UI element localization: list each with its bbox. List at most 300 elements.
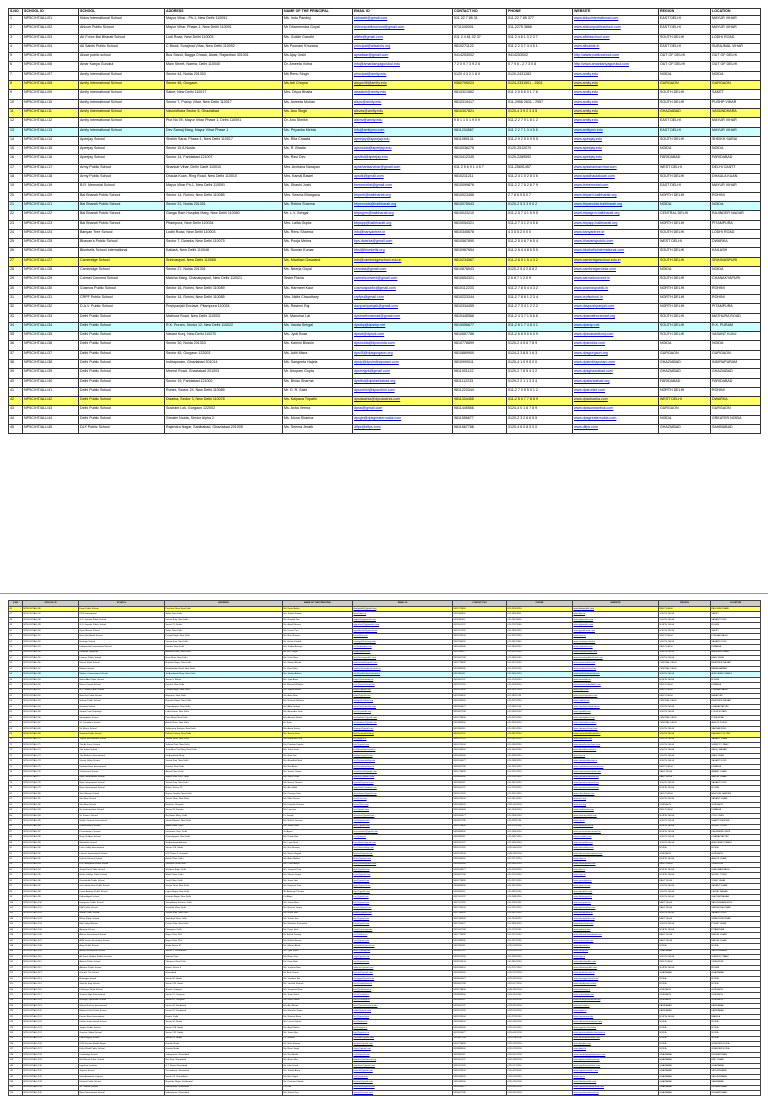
email-link[interactable]: saj@jaipuria.in: [353, 1074, 453, 1079]
table-row[interactable]: [9, 267, 761, 276]
table-row[interactable]: [9, 332, 761, 341]
website-link[interactable]: www.afgji.in: [573, 955, 659, 960]
email-link[interactable]: mris@manavrachna.edu: [353, 1003, 453, 1008]
website-link[interactable]: www.gdgoenka.com: [573, 623, 659, 628]
website-link[interactable]: www.ryaninternational.org: [573, 786, 659, 791]
website-link[interactable]: www.greenfields.in: [573, 878, 659, 883]
website-link[interactable]: www.apsdhaulakuan.com: [573, 174, 659, 183]
email-link[interactable]: tsrsm@tsrs.org: [353, 802, 453, 807]
table-row[interactable]: [9, 229, 761, 238]
website-link[interactable]: www.hcps.in: [573, 873, 659, 878]
email-link[interactable]: kris@gmail.com: [353, 1014, 453, 1019]
table-row[interactable]: [9, 34, 761, 43]
email-link[interactable]: khms@gmail.com: [353, 857, 453, 862]
website-link[interactable]: www.mirambika.org: [573, 840, 659, 845]
website-link[interactable]: www.bloompublic.in: [573, 911, 659, 916]
email-link[interactable]: ryanvk@ryanint.com: [353, 781, 453, 786]
email-link[interactable]: bbpsnoida@balbharati.org: [353, 201, 453, 210]
website-link[interactable]: www.jkps.in: [573, 868, 659, 873]
email-link[interactable]: bloom@gmail.com: [353, 911, 453, 916]
website-link[interactable]: www.salwan.org: [573, 699, 659, 704]
email-link[interactable]: aps@gmail.com: [353, 960, 453, 965]
email-link[interactable]: mcs@mountcarmel.in: [353, 683, 453, 688]
website-link[interactable]: www.presentationconvent.in: [573, 829, 659, 834]
website-link[interactable]: www.gyanbharati.com: [573, 628, 659, 633]
website-link[interactable]: www.dwps.in: [573, 1047, 659, 1052]
website-link[interactable]: www.amity.edu: [573, 949, 659, 954]
table-row[interactable]: [9, 43, 761, 52]
table-row[interactable]: [9, 53, 761, 62]
table-row[interactable]: [9, 257, 761, 266]
col-header[interactable]: WEBSITE: [573, 601, 659, 607]
email-link[interactable]: hxls@heritage.in: [353, 998, 453, 1003]
website-link[interactable]: www.abhinavpublic.com: [573, 965, 659, 970]
email-link[interactable]: dpsgbn@gmail.com: [353, 1042, 453, 1047]
email-link[interactable]: hcps@gmail.com: [353, 873, 453, 878]
website-link[interactable]: www.amitymv.edu: [573, 127, 659, 136]
email-link[interactable]: sanskriti@sanskriti.edu: [353, 704, 453, 709]
website-link[interactable]: www.heritageschool.in: [573, 639, 659, 644]
website-link[interactable]: www.davsreshtha.com: [573, 906, 659, 911]
website-link[interactable]: www.tmis.in: [573, 753, 659, 758]
website-link[interactable]: www.fatheragnel.in: [573, 895, 659, 900]
email-link[interactable]: bbpsgrm@balbharati.org: [353, 211, 453, 220]
website-link[interactable]: www.bbpspp.balbharati.org: [573, 220, 659, 229]
email-link[interactable]: stthomas@gmail.com: [353, 1085, 453, 1090]
col-header[interactable]: REGION: [659, 601, 711, 607]
email-link[interactable]: bbsi@bluebells.org: [353, 248, 453, 257]
website-link[interactable]: www.stcolumbas.edu.in: [573, 721, 659, 726]
email-link[interactable]: brmemorial@gmail.com: [353, 183, 453, 192]
website-link[interactable]: www.carmelconvent.in: [573, 276, 659, 285]
email-link[interactable]: crpfps@gmail.com: [353, 294, 453, 303]
website-link[interactable]: www.banyantree.in: [573, 229, 659, 238]
email-link[interactable]: apeejay@apeejay.edu: [353, 136, 453, 145]
table-row[interactable]: [9, 118, 761, 127]
website-link[interactable]: www.cambridgeschool.edu.in: [573, 257, 659, 266]
email-link[interactable]: ryanmv@ryanint.com: [353, 775, 453, 780]
website-link[interactable]: www.amity.edu: [573, 81, 659, 90]
email-link[interactable]: gdgvk@gdgoenka.com: [353, 617, 453, 622]
website-link[interactable]: www.apeejay.edu: [573, 927, 659, 932]
website-link[interactable]: www.dpsdwarka.com: [573, 397, 659, 406]
col-header[interactable]: LOCATION: [711, 601, 761, 607]
email-link[interactable]: presentation@gmail.com: [353, 829, 453, 834]
email-link[interactable]: dpsvk@dpsvk.com: [353, 332, 453, 341]
email-link[interactable]: dpsdwarka@dpsdwarka.com: [353, 397, 453, 406]
table-row[interactable]: [9, 127, 761, 136]
website-link[interactable]: www.krmangalam.com: [573, 862, 659, 867]
email-link[interactable]: apsshankarvihar@gmail.com: [353, 164, 453, 173]
website-link[interactable]: www.gdgoenka.com: [573, 617, 659, 622]
email-link[interactable]: aismv@amity.edu: [353, 118, 453, 127]
website-link[interactable]: www.dpsgreaternoida.com: [573, 415, 659, 424]
website-link[interactable]: www.ahlconpublicschool.com: [573, 25, 659, 34]
website-link[interactable]: www.stxaviersdelhi.com: [573, 813, 659, 818]
website-link[interactable]: www.summerfieldsschool.in: [573, 732, 659, 737]
email-link[interactable]: bps.dwarka@gmail.com: [353, 239, 453, 248]
website-link[interactable]: http://www.amarkanyagurukul.com: [573, 62, 659, 71]
email-link[interactable]: springdales@gmail.com: [353, 715, 453, 720]
email-link[interactable]: tsrs@tsrs.org: [353, 797, 453, 802]
email-link[interactable]: svis@gmail.com: [353, 819, 453, 824]
col-header[interactable]: EMAIL ID: [353, 9, 453, 16]
table-row[interactable]: [9, 304, 761, 313]
email-link[interactable]: doonpublic@gmail.com: [353, 607, 453, 612]
email-link[interactable]: principal@allsaints.org: [353, 43, 453, 52]
table-row[interactable]: [9, 155, 761, 164]
table-row[interactable]: [9, 90, 761, 99]
website-link[interactable]: www.bbpsrh.balbharati.org: [573, 192, 659, 201]
email-link[interactable]: aisvas@amity.edu: [353, 108, 453, 117]
table-row[interactable]: [9, 136, 761, 145]
website-link[interactable]: www.gurukulschool.in: [573, 971, 659, 976]
table-row[interactable]: [9, 294, 761, 303]
email-link[interactable]: krm@krmangalam.com: [353, 862, 453, 867]
website-link[interactable]: www.kidosinternational.com: [573, 16, 659, 25]
website-link[interactable]: www.dpsnoida.com: [573, 341, 659, 350]
table-row[interactable]: [9, 99, 761, 108]
website-link[interactable]: www.asnschool.com: [573, 938, 659, 943]
email-link[interactable]: aispv@amity.edu: [353, 99, 453, 108]
website-link[interactable]: www.bhavanspublic.com: [573, 239, 659, 248]
email-link[interactable]: qms@gmail.com: [353, 824, 453, 829]
email-link[interactable]: apsfbd@apeejay.edu: [353, 155, 453, 164]
website-link[interactable]: http://alwarpublicschool.com: [573, 53, 659, 62]
table-row[interactable]: [9, 276, 761, 285]
email-link[interactable]: jps@jaypee.in: [353, 1025, 453, 1030]
website-link[interactable]: www.davpushpanjali.com: [573, 304, 659, 313]
website-link[interactable]: www.dpssushantlok.com: [573, 406, 659, 415]
website-link[interactable]: www.bhartipublic.com: [573, 916, 659, 921]
website-link[interactable]: www.pathways.in: [573, 987, 659, 992]
email-link[interactable]: ais@ahlcon.in: [353, 933, 453, 938]
email-link[interactable]: mdps@gmail.com: [353, 1009, 453, 1014]
website-link[interactable]: www.ryaninternational.org: [573, 775, 659, 780]
website-link[interactable]: www.dpsi.in: [573, 612, 659, 617]
website-link[interactable]: www.khms.in: [573, 857, 659, 862]
table-row[interactable]: [9, 387, 761, 396]
website-link[interactable]: www.motherinternational.in: [573, 672, 659, 677]
email-link[interactable]: ryanip@ryanint.com: [353, 1090, 453, 1095]
email-link[interactable]: lancers@gmail.com: [353, 851, 453, 856]
table-row[interactable]: [9, 1090, 761, 1095]
email-link[interactable]: dpsmathuraroad@gmail.com: [353, 313, 453, 322]
email-link[interactable]: mis@motherinternational.in: [353, 672, 453, 677]
email-link[interactable]: ncjps@gmail.com: [353, 688, 453, 693]
email-link[interactable]: kvag@gmail.com: [353, 650, 453, 655]
email-link[interactable]: carmelconvent@gmail.com: [353, 276, 453, 285]
website-link[interactable]: www.tsrs.org: [573, 797, 659, 802]
col-header[interactable]: WEBSITE: [573, 9, 659, 16]
col-header[interactable]: CONTACT NO: [453, 9, 507, 16]
website-link[interactable]: www.spvdelhi.org: [573, 710, 659, 715]
website-link[interactable]: www.kothariinternational.com: [573, 1020, 659, 1025]
email-link[interactable]: modern@modernschool.net: [353, 666, 453, 671]
table-row[interactable]: [9, 313, 761, 322]
email-link[interactable]: eps@gmail.com: [353, 900, 453, 905]
email-link[interactable]: fasnoida@gmail.com: [353, 1036, 453, 1041]
email-link[interactable]: davpushpanjali@gmail.com: [353, 304, 453, 313]
email-link[interactable]: dpsip@dpsindirapuram.com: [353, 359, 453, 368]
table-row[interactable]: [9, 62, 761, 71]
col-header[interactable]: EMAIL ID: [353, 601, 453, 607]
table-row[interactable]: [9, 146, 761, 155]
table-row[interactable]: [9, 16, 761, 25]
website-link[interactable]: www.svis.in: [573, 819, 659, 824]
website-link[interactable]: www.amity.edu: [573, 71, 659, 80]
website-link[interactable]: www.dpsgbn.com: [573, 1042, 659, 1047]
email-link[interactable]: spv@spvdelhi.org: [353, 710, 453, 715]
email-link[interactable]: csnoida@gmail.com: [353, 267, 453, 276]
email-link[interactable]: kis@kothari.in: [353, 1020, 453, 1025]
table-row[interactable]: [9, 350, 761, 359]
website-link[interactable]: www.hrms.in: [573, 634, 659, 639]
email-link[interactable]: info@amarkanyagurukul.edu: [353, 62, 453, 71]
email-link[interactable]: heritage@heritage.edu: [353, 639, 453, 644]
email-link[interactable]: stcolumbas@gmail.com: [353, 721, 453, 726]
email-link[interactable]: dpsrkp@dpsrkp.net: [353, 322, 453, 331]
table-row[interactable]: [9, 341, 761, 350]
email-link[interactable]: bbpspp@balbharati.org: [353, 220, 453, 229]
website-link[interactable]: www.mountabu.in: [573, 677, 659, 682]
col-header[interactable]: NAME OF THE PRINCIPAL: [283, 9, 353, 16]
website-link[interactable]: www.sanskritischool.edu.in: [573, 704, 659, 709]
website-link[interactable]: www.springdales.com: [573, 715, 659, 720]
col-header[interactable]: SCHOOL: [79, 601, 165, 607]
email-link[interactable]: dpsgn@dpsgreaternoida.com: [353, 415, 453, 424]
email-link[interactable]: neps@gmail.com: [353, 694, 453, 699]
email-link[interactable]: apsnoida@apeejay.edu: [353, 146, 453, 155]
email-link[interactable]: vivekanand@gmail.com: [353, 770, 453, 775]
website-link[interactable]: www.khaitanpublic.com: [573, 1080, 659, 1085]
website-link[interactable]: www.amity.edu: [573, 118, 659, 127]
email-link[interactable]: khaitan@gmail.com: [353, 1080, 453, 1085]
table-row[interactable]: [9, 211, 761, 220]
email-link[interactable]: dlfps@dlfps.com: [353, 425, 453, 434]
website-link[interactable]: www.vasantvalley.edu.in: [573, 759, 659, 764]
website-link[interactable]: www.fapsdelhi.com: [573, 889, 659, 894]
website-link[interactable]: www.cambridgeindirapuram.com: [573, 1052, 659, 1057]
email-link[interactable]: gdgrohini@gdgoenka.com: [353, 623, 453, 628]
website-link[interactable]: www.allsaints.in: [573, 43, 659, 52]
email-link[interactable]: tis@theindianschool.in: [353, 748, 453, 753]
website-link[interactable]: www.laxmanpublicschool.com: [573, 655, 659, 660]
email-link[interactable]: dpsfbd@dpsfaridabad.org: [353, 378, 453, 387]
col-header[interactable]: NAME OF THE PRINCIPAL: [283, 601, 353, 607]
email-link[interactable]: lps@laxmanpublic.com: [353, 655, 453, 660]
email-link[interactable]: dpsi@dpsi.in: [353, 612, 453, 617]
col-header[interactable]: S.NO: [9, 9, 23, 16]
email-link[interactable]: mother@gmail.com: [353, 753, 453, 758]
website-link[interactable]: www.svsdwarka.com: [573, 808, 659, 813]
table-row[interactable]: [9, 397, 761, 406]
table-row[interactable]: [9, 285, 761, 294]
email-link[interactable]: shis@scottish.in: [353, 993, 453, 998]
website-link[interactable]: www.dpsindirapuram.com: [573, 359, 659, 368]
table-row[interactable]: [9, 406, 761, 415]
email-link[interactable]: sbs@stepbystep.in: [353, 982, 453, 987]
email-link[interactable]: tis@tagore.in: [353, 737, 453, 742]
table-row[interactable]: [9, 81, 761, 90]
email-link[interactable]: gyanbharati@gmail.com: [353, 628, 453, 633]
email-link[interactable]: kidosdel@gmail.com: [353, 16, 453, 25]
website-link[interactable]: www.queenmarys.in: [573, 824, 659, 829]
website-link[interactable]: www.ahlconinternational.com: [573, 933, 659, 938]
website-link[interactable]: www.mris.edu.in: [573, 1003, 659, 1008]
website-link[interactable]: www.venkateshwarschool.com: [573, 764, 659, 769]
table-row[interactable]: [9, 201, 761, 210]
email-link[interactable]: bbpsbv@balbharati.org: [353, 1058, 453, 1063]
website-link[interactable]: www.cosmospublic.in: [573, 285, 659, 294]
website-link[interactable]: www.mountcarmeldelhi.com: [573, 683, 659, 688]
website-link[interactable]: www.vivekanandschool.com: [573, 770, 659, 775]
website-link[interactable]: www.modernschool.net: [573, 666, 659, 671]
website-link[interactable]: www.fatheragnelnoida.com: [573, 1036, 659, 1041]
email-link[interactable]: jkps@gmail.com: [353, 868, 453, 873]
table-row[interactable]: [9, 248, 761, 257]
website-link[interactable]: www.dpsghaziabad.com: [573, 369, 659, 378]
website-link[interactable]: www.dpsvasantkunj.com: [573, 332, 659, 341]
website-link[interactable]: www.ghpsvv.com: [573, 884, 659, 889]
website-link[interactable]: www.evergreen.in: [573, 900, 659, 905]
email-link[interactable]: sfs@summerfields.in: [353, 732, 453, 737]
email-link[interactable]: salwan@salwan.org: [353, 699, 453, 704]
email-link[interactable]: iis@iisdwarka.com: [353, 645, 453, 650]
col-header[interactable]: SCHOOL ID: [23, 9, 79, 16]
email-link[interactable]: hrms@hrms.in: [353, 634, 453, 639]
email-link[interactable]: apsalwar@gmail.com: [353, 53, 453, 62]
email-link[interactable]: ryanrohini@ryanint.com: [353, 786, 453, 791]
table-row[interactable]: [9, 183, 761, 192]
col-header[interactable]: SCHOOL ID: [23, 601, 79, 607]
col-header[interactable]: REGION: [659, 9, 711, 16]
email-link[interactable]: fas@gmail.com: [353, 895, 453, 900]
email-link[interactable]: afgji@gmail.com: [353, 955, 453, 960]
website-link[interactable]: www.theairforceschool.com: [573, 742, 659, 747]
email-link[interactable]: aisv1@amity.edu: [353, 949, 453, 954]
website-link[interactable]: www.jaipuriaschools.com: [573, 1069, 659, 1074]
email-link[interactable]: info@banyantree.in: [353, 229, 453, 238]
website-link[interactable]: www.bbpsnoida.balbharati.org: [573, 201, 659, 210]
email-link[interactable]: vvs@vasantvalley.edu: [353, 759, 453, 764]
table-row[interactable]: [9, 415, 761, 424]
website-link[interactable]: www.ryaninternational.org: [573, 781, 659, 786]
email-link[interactable]: maps@mountabu.in: [353, 677, 453, 682]
email-link[interactable]: tafs@gmail.com: [353, 742, 453, 747]
col-header[interactable]: SCHOOL: [79, 9, 165, 16]
email-link[interactable]: stxaviers@gmail.com: [353, 813, 453, 818]
email-link[interactable]: bbpsrh@balbharati.org: [353, 192, 453, 201]
email-link[interactable]: shivniketan@gmail.com: [353, 791, 453, 796]
email-link[interactable]: pws@pathways.in: [353, 987, 453, 992]
table-row[interactable]: [9, 164, 761, 173]
website-link[interactable]: www.shivniketan.com: [573, 791, 659, 796]
email-link[interactable]: aissaket@amity.edu: [353, 90, 453, 99]
table-row[interactable]: [9, 378, 761, 387]
website-link[interactable]: www.apsshankarvihar.com: [573, 164, 659, 173]
email-link[interactable]: manavsthali@gmail.com: [353, 661, 453, 666]
email-link[interactable]: abhinav@gmail.com: [353, 965, 453, 970]
website-link[interactable]: www.afbbsschool.com: [573, 34, 659, 43]
table-row[interactable]: [9, 359, 761, 368]
email-link[interactable]: afbbs@gmail.com: [353, 34, 453, 43]
table-row[interactable]: [9, 108, 761, 117]
email-link[interactable]: jaipuria@gmail.com: [353, 1069, 453, 1074]
website-link[interactable]: www.ryaninternational.org: [573, 1090, 659, 1095]
email-link[interactable]: gurukul@gmail.com: [353, 971, 453, 976]
website-link[interactable]: www.dpsrohini.com: [573, 387, 659, 396]
website-link[interactable]: www.brmemorial.com: [573, 183, 659, 192]
table-row[interactable]: [9, 192, 761, 201]
email-link[interactable]: apsp@apeejay.edu: [353, 927, 453, 932]
website-link[interactable]: www.kasturiram.edu: [573, 1014, 659, 1019]
table-row[interactable]: [9, 71, 761, 80]
website-link[interactable]: www.bvnschool.com: [573, 922, 659, 927]
website-link[interactable]: www.ncjps.com: [573, 688, 659, 693]
website-link[interactable]: www.crpfschool.in: [573, 294, 659, 303]
table-row[interactable]: [9, 425, 761, 434]
email-link[interactable]: ramagya@gmail.com: [353, 976, 453, 981]
email-link[interactable]: dpsnoida@dpsnoida.com: [353, 341, 453, 350]
email-link[interactable]: aisgur46@amity.edu: [353, 81, 453, 90]
email-link[interactable]: stmarys@gmail.com: [353, 726, 453, 731]
website-link[interactable]: www.tsrs.org: [573, 802, 659, 807]
table-row[interactable]: [9, 220, 761, 229]
website-link[interactable]: www.stepbystep.school: [573, 982, 659, 987]
col-header[interactable]: LOCATION: [711, 9, 761, 16]
email-link[interactable]: lvis@lotusvalley.com: [353, 846, 453, 851]
website-link[interactable]: www.jaypeeschool.com: [573, 1025, 659, 1030]
website-link[interactable]: www.heritagexperiential.org: [573, 998, 659, 1003]
website-link[interactable]: www.stmarysschool.com: [573, 726, 659, 731]
col-header[interactable]: ADDRESS: [165, 9, 283, 16]
website-link[interactable]: www.amity.edu: [573, 90, 659, 99]
website-link[interactable]: www.amity.edu: [573, 108, 659, 117]
email-link[interactable]: svs@gmail.com: [353, 808, 453, 813]
col-header[interactable]: PHONE: [507, 601, 573, 607]
website-link[interactable]: www.dlfps.com: [573, 425, 659, 434]
website-link[interactable]: www.dpsgurgaon.org: [573, 350, 659, 359]
email-link[interactable]: csip@gmail.com: [353, 1052, 453, 1057]
email-link[interactable]: gps@gmail.com: [353, 878, 453, 883]
email-link[interactable]: dpssl@gmail.com: [353, 406, 453, 415]
col-header[interactable]: ADDRESS: [165, 601, 283, 607]
website-link[interactable]: www.apeejay.edu: [573, 146, 659, 155]
email-link[interactable]: info@amitymv.com: [353, 127, 453, 136]
website-link[interactable]: www.tagoreint.com: [573, 737, 659, 742]
website-link[interactable]: www.dpsmathuraroad.org: [573, 313, 659, 322]
website-link[interactable]: www.mdps.in: [573, 1009, 659, 1014]
website-link[interactable]: www.adarshpublic.com: [573, 960, 659, 965]
website-link[interactable]: www.cambridgenoida.com: [573, 267, 659, 276]
email-link[interactable]: faps@gmail.com: [353, 889, 453, 894]
website-link[interactable]: www.theindianschool.in: [573, 748, 659, 753]
email-link[interactable]: bvn@gmail.com: [353, 922, 453, 927]
email-link[interactable]: apsnoida@gmail.com: [353, 944, 453, 949]
website-link[interactable]: www.doonpublic.com: [573, 607, 659, 612]
website-link[interactable]: www.dpsrkp.net: [573, 322, 659, 331]
website-link[interactable]: www.dpsfaridabad.org: [573, 378, 659, 387]
website-link[interactable]: www.nepsmayapuri.com: [573, 694, 659, 699]
website-link[interactable]: www.apeejay.edu: [573, 155, 659, 164]
email-link[interactable]: ingraham@gmail.com: [353, 1063, 453, 1068]
table-row[interactable]: [9, 369, 761, 378]
table-row[interactable]: [9, 239, 761, 248]
email-link[interactable]: bps@gmail.com: [353, 916, 453, 921]
website-link[interactable]: www.ramagyaschool.com: [573, 976, 659, 981]
col-header[interactable]: CONTACT NO: [453, 601, 507, 607]
